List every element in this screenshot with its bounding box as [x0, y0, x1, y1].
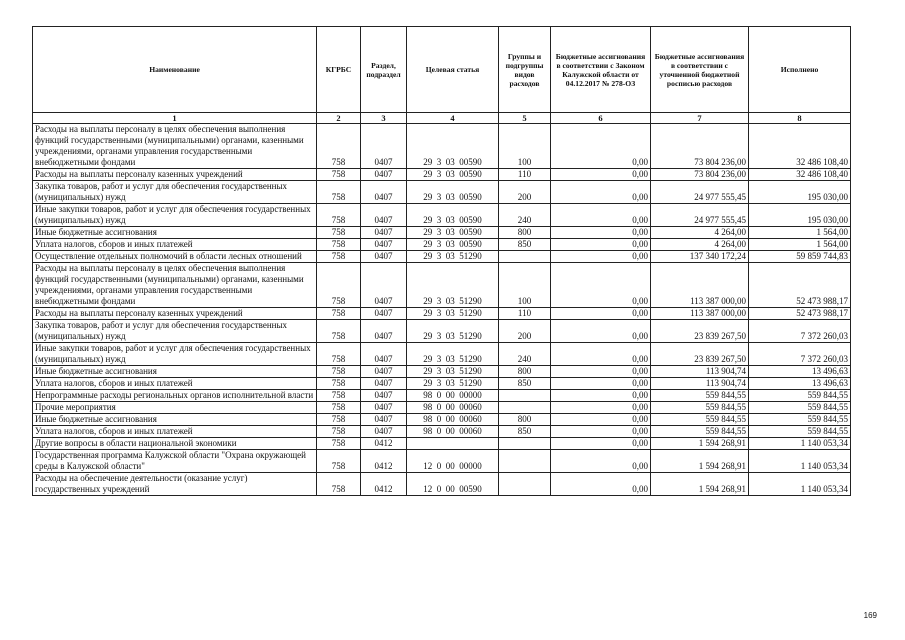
cell-group: 850: [499, 378, 551, 390]
cell-kgrbs: 758: [317, 390, 361, 402]
cell-target: 29 3 03 00590: [407, 239, 499, 251]
page-number: 169: [863, 611, 877, 620]
cell-section: 0407: [361, 366, 407, 378]
cell-group: 800: [499, 227, 551, 239]
cell-group: 800: [499, 414, 551, 426]
cell-name: Иные закупки товаров, работ и услуг для обеспечения государственных (муниципальных) нужд: [33, 343, 317, 366]
cell-target: 29 3 03 51290: [407, 343, 499, 366]
cell-kgrbs: 758: [317, 426, 361, 438]
cell-target: 29 3 03 51290: [407, 378, 499, 390]
table-row: [33, 227, 851, 239]
cell-refined: 559 844,55: [651, 414, 749, 426]
table-row: [33, 308, 851, 320]
cell-law: 0,00: [551, 227, 651, 239]
cell-law: 0,00: [551, 124, 651, 169]
cell-kgrbs: 758: [317, 366, 361, 378]
cell-refined: 1 594 268,91: [651, 450, 749, 473]
cell-kgrbs: 758: [317, 320, 361, 343]
cell-target: 29 3 03 51290: [407, 251, 499, 263]
cell-name: Иные бюджетные ассигнования: [33, 414, 317, 426]
cell-target: 29 3 03 51290: [407, 366, 499, 378]
cell-law: 0,00: [551, 181, 651, 204]
cell-target: 98 0 00 00060: [407, 426, 499, 438]
cell-name: Расходы на обеспечение деятельности (оказание услуг) государственных учреждений: [33, 473, 317, 496]
column-number: 4: [407, 113, 499, 124]
cell-kgrbs: 758: [317, 414, 361, 426]
cell-executed: 559 844,55: [749, 414, 851, 426]
budget-sheet: [32, 26, 850, 496]
cell-name: Расходы на выплаты персоналу в целях обеспечения выполнения функций государственными (муниципальными) органами, казенными учреждениями, органами управления государственными внебюджетными фондами: [33, 124, 317, 169]
column-number: 1: [33, 113, 317, 124]
cell-section: 0407: [361, 204, 407, 227]
cell-name: Иные закупки товаров, работ и услуг для обеспечения государственных (муниципальных) нужд: [33, 204, 317, 227]
cell-target: 98 0 00 00000: [407, 390, 499, 402]
cell-section: 0407: [361, 239, 407, 251]
cell-target: 29 3 03 51290: [407, 263, 499, 308]
cell-name: Расходы на выплаты персоналу казенных учреждений: [33, 308, 317, 320]
cell-refined: 137 340 172,24: [651, 251, 749, 263]
cell-target: 29 3 03 51290: [407, 308, 499, 320]
cell-law: 0,00: [551, 204, 651, 227]
cell-law: 0,00: [551, 473, 651, 496]
cell-refined: 4 264,00: [651, 239, 749, 251]
cell-section: 0407: [361, 414, 407, 426]
cell-executed: 1 564,00: [749, 227, 851, 239]
cell-executed: 1 140 053,34: [749, 450, 851, 473]
cell-name: Прочие мероприятия: [33, 402, 317, 414]
cell-executed: 1 140 053,34: [749, 438, 851, 450]
header-refined: Бюджетные ассигнования в соответствии с уточненной бюджетной росписью расходов: [651, 27, 749, 113]
cell-name: Осуществление отдельных полномочий в области лесных отношений: [33, 251, 317, 263]
header-target: Целевая статья: [407, 27, 499, 113]
cell-section: 0407: [361, 390, 407, 402]
cell-kgrbs: 758: [317, 473, 361, 496]
cell-refined: 113 904,74: [651, 366, 749, 378]
cell-target: 29 3 03 00590: [407, 227, 499, 239]
cell-name: Уплата налогов, сборов и иных платежей: [33, 239, 317, 251]
cell-target: 29 3 03 51290: [407, 320, 499, 343]
cell-section: 0407: [361, 343, 407, 366]
table-row: [33, 438, 851, 450]
cell-target: 98 0 00 00060: [407, 402, 499, 414]
cell-kgrbs: 758: [317, 239, 361, 251]
cell-refined: 113 387 000,00: [651, 263, 749, 308]
table-row: [33, 426, 851, 438]
cell-executed: 559 844,55: [749, 390, 851, 402]
cell-kgrbs: 758: [317, 450, 361, 473]
cell-group: 100: [499, 124, 551, 169]
cell-law: 0,00: [551, 320, 651, 343]
cell-section: 0407: [361, 426, 407, 438]
cell-group: [499, 251, 551, 263]
cell-name: Иные бюджетные ассигнования: [33, 366, 317, 378]
cell-kgrbs: 758: [317, 263, 361, 308]
cell-name: Закупка товаров, работ и услуг для обеспечения государственных (муниципальных) нужд: [33, 181, 317, 204]
cell-group: 200: [499, 181, 551, 204]
cell-group: [499, 390, 551, 402]
cell-law: 0,00: [551, 378, 651, 390]
cell-executed: 32 486 108,40: [749, 169, 851, 181]
cell-kgrbs: 758: [317, 204, 361, 227]
table-row: [33, 343, 851, 366]
cell-executed: 32 486 108,40: [749, 124, 851, 169]
cell-refined: 113 387 000,00: [651, 308, 749, 320]
table-row: [33, 124, 851, 169]
cell-law: 0,00: [551, 450, 651, 473]
column-number: 2: [317, 113, 361, 124]
cell-name: Закупка товаров, работ и услуг для обеспечения государственных (муниципальных) нужд: [33, 320, 317, 343]
table-row: [33, 414, 851, 426]
header-row: [33, 27, 851, 113]
cell-refined: 1 594 268,91: [651, 473, 749, 496]
cell-group: 240: [499, 204, 551, 227]
cell-refined: 559 844,55: [651, 402, 749, 414]
cell-target: 29 3 03 00590: [407, 181, 499, 204]
cell-executed: 195 030,00: [749, 181, 851, 204]
cell-refined: 23 839 267,50: [651, 320, 749, 343]
header-section: Раздел, подраздел: [361, 27, 407, 113]
cell-refined: 73 804 236,00: [651, 124, 749, 169]
cell-law: 0,00: [551, 414, 651, 426]
cell-law: 0,00: [551, 239, 651, 251]
cell-name: Государственная программа Калужской области "Охрана окружающей среды в Калужской области": [33, 450, 317, 473]
table-row: [33, 320, 851, 343]
cell-group: 800: [499, 366, 551, 378]
cell-kgrbs: 758: [317, 181, 361, 204]
cell-group: 200: [499, 320, 551, 343]
cell-law: 0,00: [551, 402, 651, 414]
cell-refined: 24 977 555,45: [651, 181, 749, 204]
cell-section: 0412: [361, 438, 407, 450]
cell-law: 0,00: [551, 343, 651, 366]
cell-executed: 559 844,55: [749, 402, 851, 414]
cell-target: [407, 438, 499, 450]
cell-section: 0412: [361, 473, 407, 496]
header-name: Наименование: [33, 27, 317, 113]
cell-executed: 7 372 260,03: [749, 320, 851, 343]
table-row: [33, 263, 851, 308]
cell-section: 0407: [361, 169, 407, 181]
cell-kgrbs: 758: [317, 308, 361, 320]
cell-executed: 195 030,00: [749, 204, 851, 227]
cell-section: 0407: [361, 181, 407, 204]
table-row: [33, 251, 851, 263]
cell-name: Другие вопросы в области национальной экономики: [33, 438, 317, 450]
cell-law: 0,00: [551, 426, 651, 438]
cell-kgrbs: 758: [317, 169, 361, 181]
header-law: Бюджетные ассигнования в соответствии с Законом Калужской области от 04.12.2017 № 278-ОЗ: [551, 27, 651, 113]
cell-kgrbs: 758: [317, 251, 361, 263]
cell-target: 29 3 03 00590: [407, 204, 499, 227]
cell-name: Расходы на выплаты персоналу казенных учреждений: [33, 169, 317, 181]
cell-kgrbs: 758: [317, 124, 361, 169]
cell-section: 0407: [361, 378, 407, 390]
table-row: [33, 169, 851, 181]
cell-target: 12 0 00 00590: [407, 473, 499, 496]
cell-refined: 559 844,55: [651, 390, 749, 402]
cell-group: 850: [499, 239, 551, 251]
cell-section: 0412: [361, 450, 407, 473]
cell-executed: 559 844,55: [749, 426, 851, 438]
cell-group: [499, 473, 551, 496]
cell-kgrbs: 758: [317, 227, 361, 239]
cell-kgrbs: 758: [317, 343, 361, 366]
cell-section: 0407: [361, 124, 407, 169]
column-number: 8: [749, 113, 851, 124]
cell-law: 0,00: [551, 169, 651, 181]
cell-executed: 13 496,63: [749, 366, 851, 378]
table-row: [33, 181, 851, 204]
cell-kgrbs: 758: [317, 438, 361, 450]
cell-law: 0,00: [551, 438, 651, 450]
cell-executed: 1 140 053,34: [749, 473, 851, 496]
table-row: [33, 239, 851, 251]
cell-section: 0407: [361, 263, 407, 308]
cell-refined: 1 594 268,91: [651, 438, 749, 450]
cell-group: 240: [499, 343, 551, 366]
cell-name: Расходы на выплаты персоналу в целях обеспечения выполнения функций государственными (муниципальными) органами, казенными учреждениями, органами управления государственными внебюджетными фондами: [33, 263, 317, 308]
table-row: [33, 204, 851, 227]
cell-target: 29 3 03 00590: [407, 169, 499, 181]
column-number: 5: [499, 113, 551, 124]
cell-law: 0,00: [551, 366, 651, 378]
table-row: [33, 366, 851, 378]
cell-law: 0,00: [551, 263, 651, 308]
table-row: [33, 378, 851, 390]
header-group: Группы и подгруппы видов расходов: [499, 27, 551, 113]
cell-group: 850: [499, 426, 551, 438]
table-row: [33, 390, 851, 402]
table-row: [33, 473, 851, 496]
cell-section: 0407: [361, 402, 407, 414]
table-row: [33, 402, 851, 414]
cell-refined: 113 904,74: [651, 378, 749, 390]
column-number: 3: [361, 113, 407, 124]
cell-group: [499, 402, 551, 414]
cell-refined: 24 977 555,45: [651, 204, 749, 227]
cell-section: 0407: [361, 227, 407, 239]
cell-name: Непрограммные расходы региональных органов исполнительной власти: [33, 390, 317, 402]
cell-group: 110: [499, 169, 551, 181]
column-number: 7: [651, 113, 749, 124]
cell-kgrbs: 758: [317, 378, 361, 390]
header-executed: Исполнено: [749, 27, 851, 113]
cell-refined: 73 804 236,00: [651, 169, 749, 181]
cell-name: Уплата налогов, сборов и иных платежей: [33, 426, 317, 438]
cell-executed: 59 859 744,83: [749, 251, 851, 263]
cell-name: Уплата налогов, сборов и иных платежей: [33, 378, 317, 390]
cell-executed: 1 564,00: [749, 239, 851, 251]
cell-refined: 23 839 267,50: [651, 343, 749, 366]
cell-kgrbs: 758: [317, 402, 361, 414]
cell-executed: 7 372 260,03: [749, 343, 851, 366]
cell-target: 29 3 03 00590: [407, 124, 499, 169]
cell-executed: 52 473 988,17: [749, 263, 851, 308]
cell-refined: 559 844,55: [651, 426, 749, 438]
cell-target: 98 0 00 00060: [407, 414, 499, 426]
header-kgrbs: КГРБС: [317, 27, 361, 113]
cell-target: 12 0 00 00000: [407, 450, 499, 473]
cell-law: 0,00: [551, 390, 651, 402]
column-number: 6: [551, 113, 651, 124]
cell-section: 0407: [361, 251, 407, 263]
cell-section: 0407: [361, 308, 407, 320]
cell-group: [499, 438, 551, 450]
cell-group: 100: [499, 263, 551, 308]
column-number-row: [33, 113, 851, 124]
budget-table: [32, 26, 851, 496]
cell-law: 0,00: [551, 308, 651, 320]
table-body: [33, 124, 851, 496]
cell-section: 0407: [361, 320, 407, 343]
cell-name: Иные бюджетные ассигнования: [33, 227, 317, 239]
cell-executed: 13 496,63: [749, 378, 851, 390]
cell-law: 0,00: [551, 251, 651, 263]
cell-group: 110: [499, 308, 551, 320]
table-row: [33, 450, 851, 473]
cell-group: [499, 450, 551, 473]
cell-refined: 4 264,00: [651, 227, 749, 239]
cell-executed: 52 473 988,17: [749, 308, 851, 320]
